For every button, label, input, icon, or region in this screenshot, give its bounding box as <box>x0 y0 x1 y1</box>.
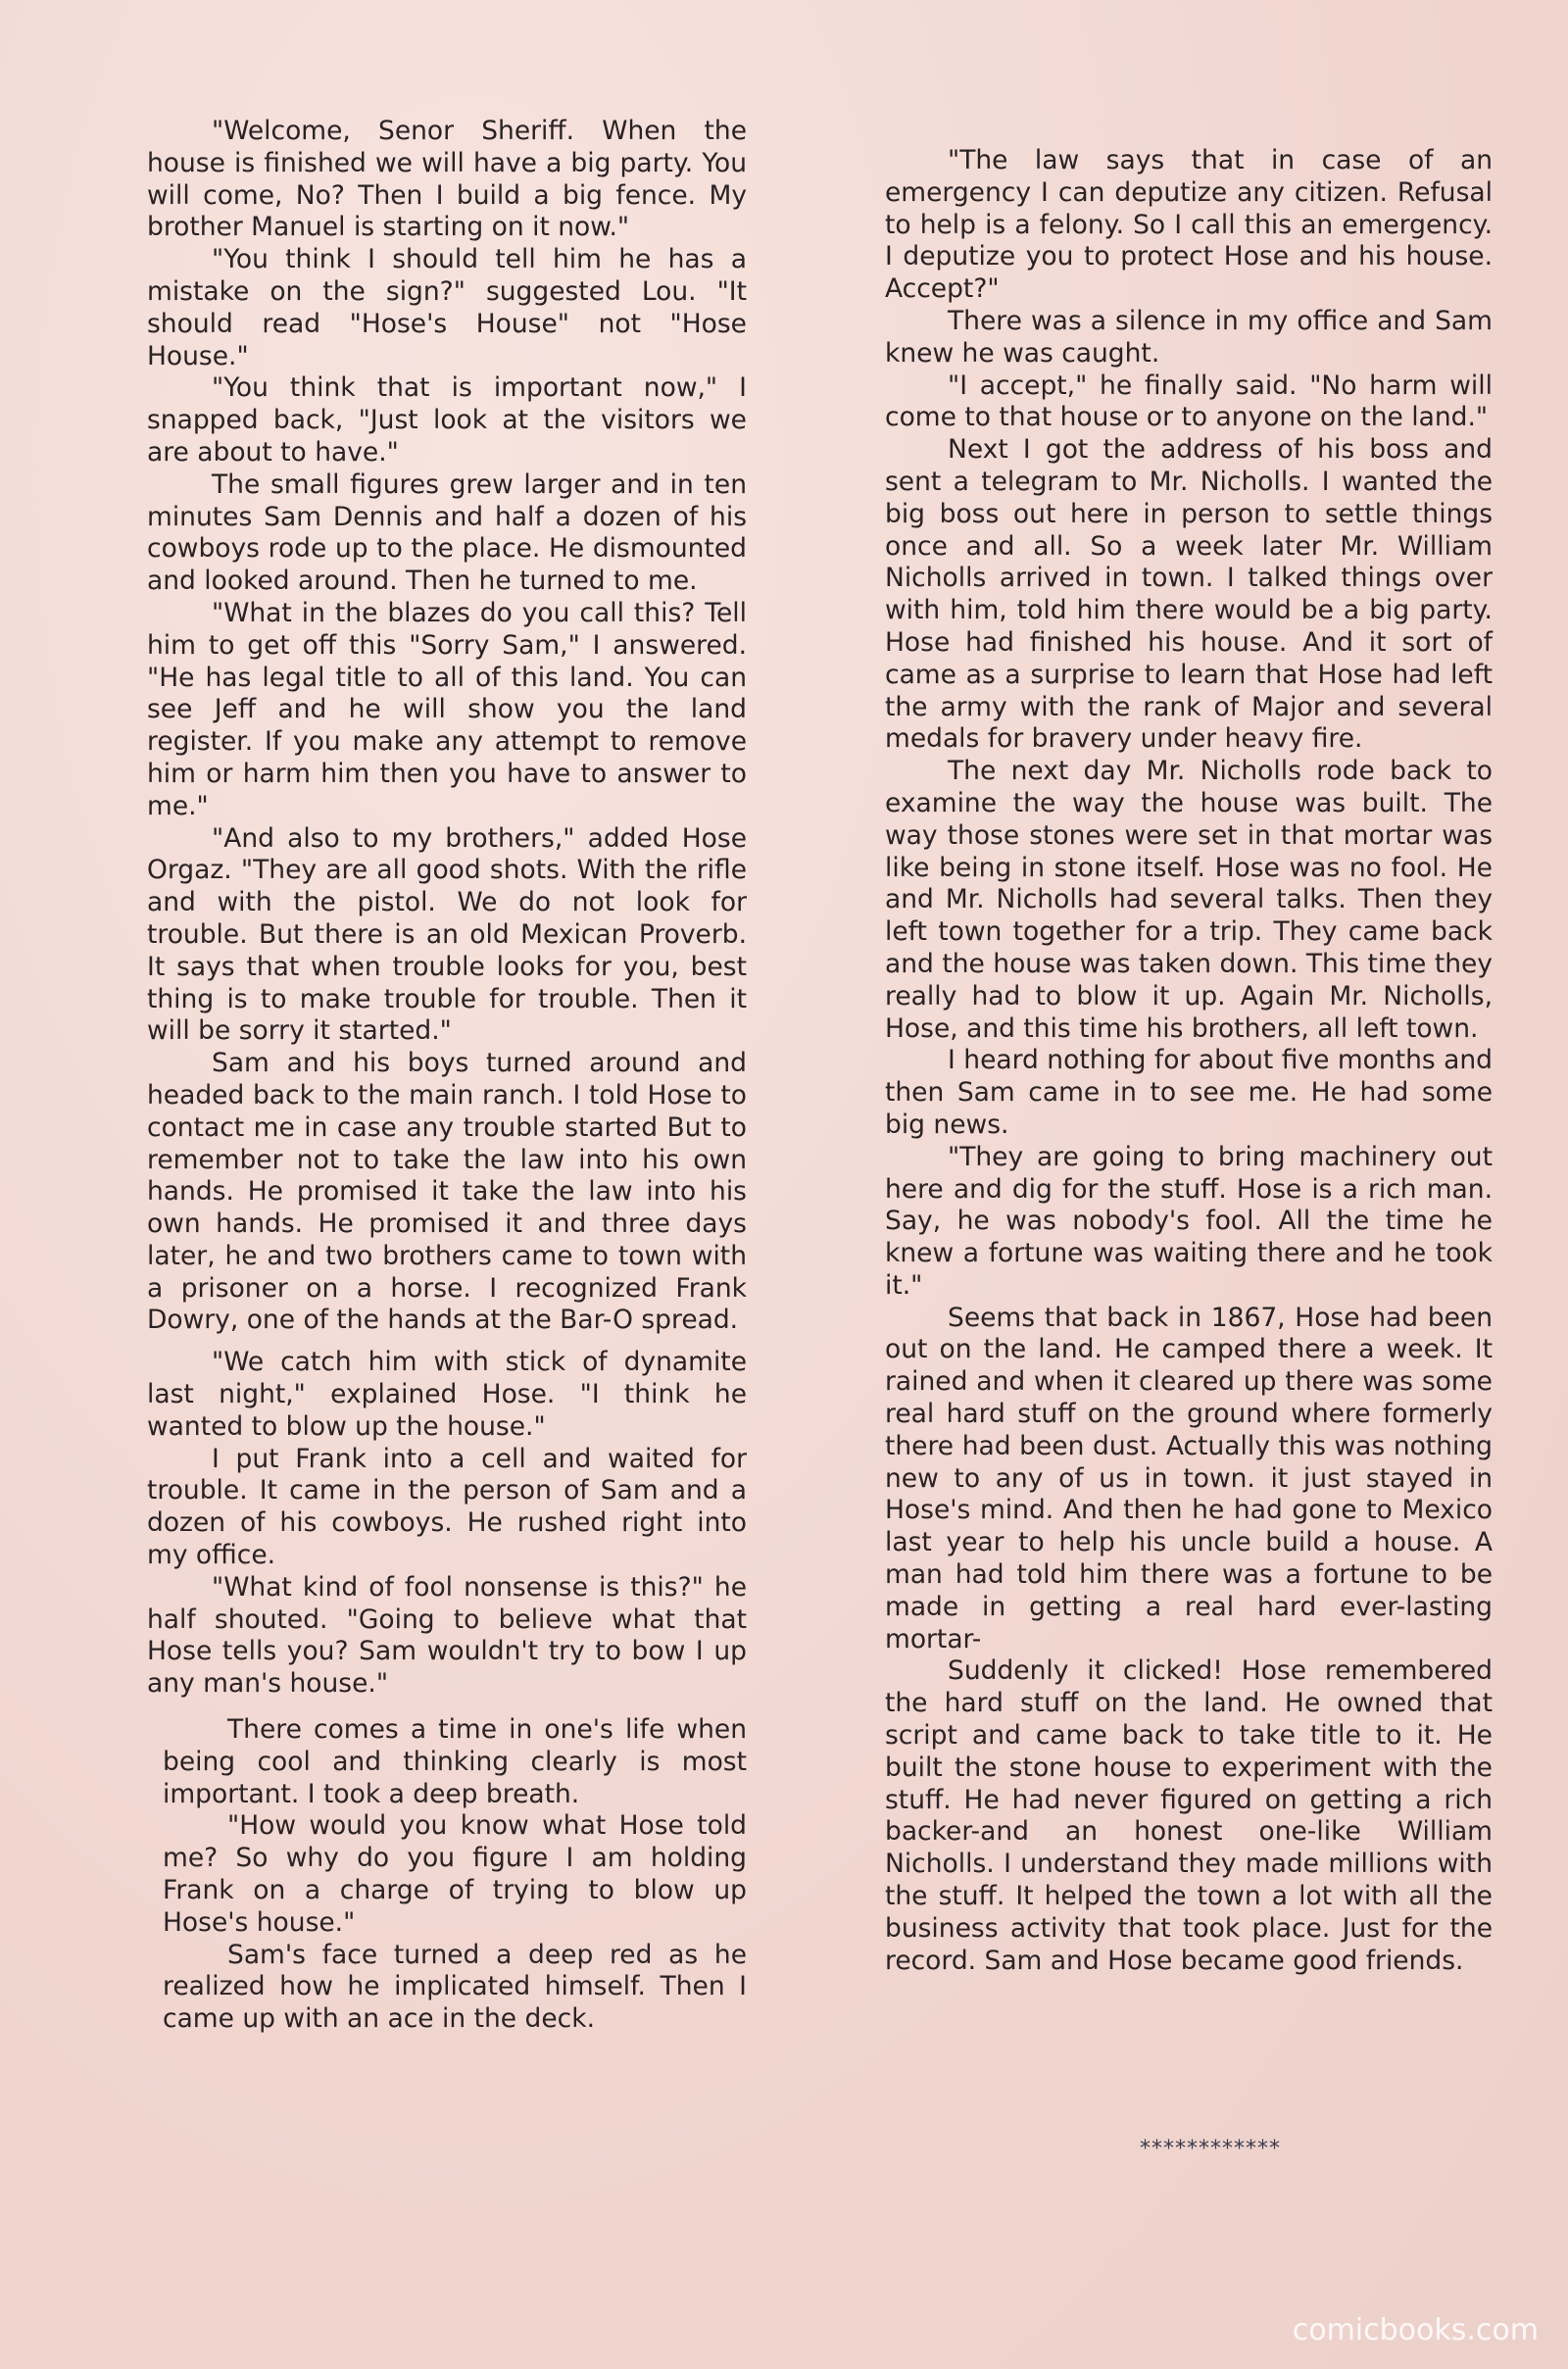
right-text-column <box>885 145 1493 1977</box>
paragraph: "You think that is important now," I snapped back, "Just look at the visitors we are about to have." <box>147 372 747 468</box>
paragraph: "What in the blazes do you call this? Tell him to get off this "Sorry Sam," I answered. "He has legal title to all of this land. You can see Jeff and he will show you the land register. If you make any attempt to remove him or harm him then you have to answer to me." <box>147 597 747 821</box>
paragraph: Suddenly it clicked! Hose remembered the hard stuff on the land. He owned that script and came back to take title to it. He built the stone house to experiment with the stuff. He had never figured on getting a rich backer-and an honest one-like William Nicholls. I understand they made millions with the stuff. It helped the town a lot with all the business activity that took place. Just for the record. Sam and Hose became good friends. <box>885 1655 1493 1976</box>
site-watermark: comicbooks.com <box>1292 2313 1539 2347</box>
paragraph: The next day Mr. Nicholls rode back to examine the way the house was built. The way those stones were set in that mortar was like being in stone itself. Hose was no fool. He and Mr. Nicholls had several talks. Then they left town together for a trip. They came back and the house was taken down. This time they really had to blow it up. Again Mr. Nicholls, Hose, and this time his brothers, all left town. <box>885 756 1493 1044</box>
paragraph: There was a silence in my office and Sam knew he was caught. <box>885 305 1493 369</box>
paragraph: "I accept," he finally said. "No harm will come to that house or to anyone on the land." <box>885 370 1493 433</box>
paragraph: "We catch him with stick of dynamite last night," explained Hose. "I think he wanted to blow up the house." <box>147 1347 747 1442</box>
paragraph: "Welcome, Senor Sheriff. When the house is finished we will have a big party. You will come, No? Then I build a big fence. My brother Manuel is starting on it now." <box>147 116 747 243</box>
paragraph: "The law says that in case of an emergency I can deputize any citizen. Refusal to help is a felony. So I call this an emergency. I deputize you to protect Hose and his house. Accept?" <box>885 145 1493 305</box>
paragraph: "You think I should tell him he has a mistake on the sign?" suggested Lou. "It should read "Hose's House" not "Hose House." <box>147 244 747 371</box>
paragraph: "They are going to bring machinery out here and dig for the stuff. Hose is a rich man. Say, he was nobody's fool. All the time he knew a fortune was waiting there and he took it." <box>885 1141 1493 1301</box>
paragraph: "How would you know what Hose told me? So why do you figure I am holding Frank on a charge of trying to blow up Hose's house." <box>163 1810 747 1938</box>
paragraph: "And also to my brothers," added Hose Orgaz. "They are all good shots. With the rifle and with the pistol. We do not look for trouble. But there is an old Mexican Proverb. It says that when trouble looks for you, best thing is to make trouble for trouble. Then it will be sorry it started." <box>147 822 747 1047</box>
paragraph: Sam and his boys turned around and headed back to the main ranch. I told Hose to contact me in case any trouble started But to remember not to take the law into his own hands. He promised it take the law into his own hands. He promised it and three days later, he and two brothers came to town with a prisoner on a horse. I recognized Frank Dowry, one of the hands at the Bar-O spread. <box>147 1048 747 1336</box>
end-of-story-mark: ************ <box>1140 2137 1281 2161</box>
paragraph: Sam's face turned a deep red as he realized how he implicated himself. Then I came up with an ace in the deck. <box>163 1939 747 2035</box>
paragraph: I put Frank into a cell and waited for trouble. It came in the person of Sam and a dozen of his cowboys. He rushed right into my office. <box>147 1443 747 1571</box>
paragraph: I heard nothing for about five months and then Sam came in to see me. He had some big news. <box>885 1045 1493 1140</box>
paragraph: Seems that back in 1867, Hose had been out on the land. He camped there a week. It rained and when it cleared up there was some real hard stuff on the ground where formerly there had been dust. Actually this was nothing new to any of us in town. it just stayed in Hose's mind. And then he had gone to Mexico last year to help his uncle build a house. A man had told him there was a fortune to be made in getting a real hard ever-lasting mortar- <box>885 1302 1493 1654</box>
paragraph: The small figures grew larger and in ten minutes Sam Dennis and half a dozen of his cowboys rode up to the place. He dismounted and looked around. Then he turned to me. <box>147 469 747 597</box>
paragraph: "What kind of fool nonsense is this?" he half shouted. "Going to believe what that Hose tells you? Sam wouldn't try to bow I up any man's house." <box>147 1571 747 1700</box>
left-text-column <box>147 116 747 2036</box>
paragraph: There comes a time in one's life when being cool and thinking clearly is most important. I took a deep breath. <box>163 1714 747 1809</box>
paragraph: Next I got the address of his boss and sent a telegram to Mr. Nicholls. I wanted the big boss out here in person to settle things once and all. So a week later Mr. William Nicholls arrived in town. I talked things over with him, told him there would be a big party. Hose had finished his house. And it sort of came as a surprise to learn that Hose had left the army with the rank of Major and several medals for bravery under heavy fire. <box>885 434 1493 755</box>
